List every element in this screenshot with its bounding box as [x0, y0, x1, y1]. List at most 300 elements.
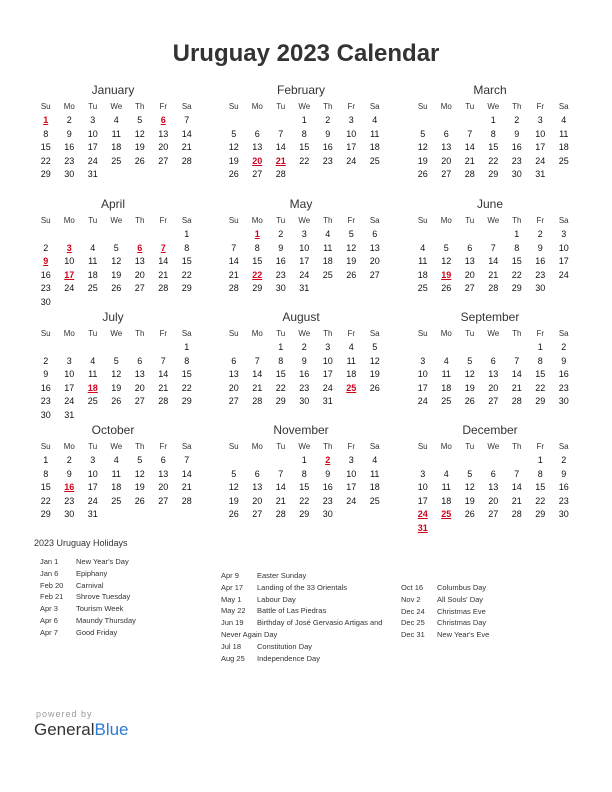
day-cell: 7 — [254, 355, 260, 366]
week-row — [411, 255, 569, 269]
weekday-label: Sa — [369, 442, 380, 451]
day-cell: 5 — [113, 242, 119, 253]
week-row — [34, 128, 192, 142]
day-cell: 24 — [417, 396, 428, 406]
holiday-name: Tourism Week — [76, 604, 124, 614]
day-cell: 21 — [488, 269, 499, 280]
day-cell: 23 — [322, 495, 333, 506]
empty-day-cell — [435, 114, 459, 128]
day-cell: 23 — [275, 269, 286, 280]
day-cell: 16 — [535, 256, 546, 266]
weekday-header — [34, 440, 192, 454]
weekday-header — [411, 100, 569, 114]
empty-day-cell — [128, 409, 152, 423]
week-row — [222, 382, 380, 396]
weekday-header — [411, 327, 569, 341]
month-july — [34, 309, 192, 422]
day-cell: 6 — [254, 128, 260, 139]
weekday-label: Sa — [369, 329, 380, 338]
day-cell: 16 — [299, 369, 310, 379]
day-cell: 24 — [64, 396, 75, 406]
holiday-name: All Souls' Day — [437, 594, 484, 604]
weekday-label: Mo — [440, 329, 452, 338]
month-november — [222, 422, 380, 522]
day-cell: 6 — [372, 229, 378, 239]
holidays-column — [401, 582, 581, 641]
day-cell: 17 — [87, 482, 98, 492]
week-row — [411, 141, 569, 155]
weekday-label: Tu — [88, 216, 98, 225]
day-cell: 15 — [40, 142, 51, 152]
week-row — [34, 508, 192, 522]
day-cell: 11 — [370, 128, 380, 139]
week-row — [34, 114, 192, 128]
day-cell: 18 — [87, 382, 98, 393]
empty-day-cell — [458, 522, 482, 536]
empty-day-cell — [411, 454, 435, 468]
month-name: August — [282, 310, 320, 324]
day-cell: 24 — [299, 269, 310, 280]
day-cell: 18 — [322, 256, 333, 266]
day-cell: 10 — [535, 128, 546, 139]
weekday-label: Tu — [465, 329, 475, 338]
weekday-label: Mo — [251, 442, 263, 451]
holiday-item — [221, 605, 391, 617]
day-cell: 23 — [40, 283, 51, 293]
empty-day-cell — [81, 228, 105, 242]
weekday-label: Th — [135, 442, 145, 451]
empty-day-cell — [340, 395, 364, 409]
weekday-label: Th — [323, 329, 333, 338]
day-cell: 1 — [43, 115, 49, 125]
day-cell: 24 — [417, 509, 428, 519]
day-cell: 11 — [559, 128, 569, 139]
holiday-item — [221, 594, 391, 606]
holiday-date: May 1 — [221, 594, 242, 604]
day-cell: 27 — [488, 396, 499, 406]
weekday-label: Fr — [536, 216, 545, 225]
day-cell: 17 — [535, 142, 546, 152]
weekday-label: Sa — [181, 442, 192, 451]
day-cell: 25 — [111, 495, 122, 506]
day-cell: 26 — [134, 155, 145, 166]
empty-day-cell — [482, 228, 506, 242]
day-cell: 19 — [111, 382, 122, 393]
week-row — [222, 468, 380, 482]
day-cell: 22 — [40, 495, 51, 506]
day-cell: 5 — [348, 229, 354, 239]
day-cell: 29 — [488, 169, 499, 179]
day-cell: 31 — [87, 169, 98, 179]
day-cell: 21 — [511, 382, 522, 393]
empty-day-cell — [363, 282, 387, 296]
day-cell: 8 — [184, 242, 190, 253]
day-cell: 18 — [441, 382, 452, 393]
day-cell: 6 — [443, 128, 449, 139]
empty-day-cell — [435, 228, 459, 242]
weekday-label: Su — [40, 442, 51, 451]
day-cell: 21 — [511, 495, 522, 506]
day-cell: 19 — [228, 155, 239, 166]
week-row — [34, 481, 192, 495]
day-cell: 10 — [322, 355, 333, 366]
day-cell: 28 — [181, 155, 192, 166]
day-cell: 4 — [325, 229, 331, 239]
empty-day-cell — [128, 508, 152, 522]
day-cell: 11 — [111, 128, 121, 139]
day-cell: 12 — [228, 142, 239, 152]
day-cell: 8 — [490, 128, 496, 139]
week-row — [222, 341, 380, 355]
holidays-column — [40, 556, 210, 639]
empty-day-cell — [152, 508, 176, 522]
day-cell: 15 — [535, 369, 546, 379]
holiday-item — [40, 556, 210, 568]
month-january — [34, 82, 192, 182]
empty-day-cell — [81, 409, 105, 423]
day-cell: 16 — [322, 482, 333, 492]
day-cell: 6 — [490, 468, 496, 479]
holiday-date: Jul 18 — [221, 641, 242, 651]
day-cell: 2 — [514, 115, 520, 125]
weekday-label: Fr — [159, 102, 168, 111]
holiday-item — [221, 570, 391, 582]
day-cell: 4 — [372, 115, 378, 125]
holiday-name: Independence Day — [257, 653, 320, 663]
day-cell: 13 — [134, 369, 145, 379]
day-cell: 27 — [252, 509, 263, 519]
day-cell: 16 — [275, 256, 286, 266]
week-row — [34, 341, 192, 355]
day-cell: 12 — [417, 142, 428, 152]
day-cell: 3 — [561, 229, 567, 239]
empty-day-cell — [175, 296, 199, 310]
holiday-date: Apr 9 — [221, 571, 239, 580]
brand-name-part2: Blue — [94, 720, 129, 739]
holiday-name: New Year's Eve — [437, 630, 490, 640]
day-cell: 20 — [158, 482, 169, 492]
holiday-name: Birthday of José Gervasio Artigas and Never Again Day — [221, 618, 383, 639]
holiday-item — [221, 582, 391, 594]
month-october — [34, 422, 192, 522]
day-cell: 18 — [558, 142, 569, 152]
day-cell: 16 — [40, 269, 51, 280]
day-cell: 9 — [278, 242, 284, 253]
week-row — [411, 368, 569, 382]
day-cell: 28 — [158, 396, 169, 406]
day-cell: 28 — [464, 169, 475, 179]
empty-day-cell — [175, 168, 199, 182]
week-row — [411, 114, 569, 128]
empty-day-cell — [175, 409, 199, 423]
day-cell: 9 — [561, 468, 567, 479]
week-row — [222, 282, 380, 296]
day-cell: 31 — [322, 396, 333, 406]
holiday-date: Aug 25 — [221, 653, 245, 663]
holiday-item — [401, 606, 581, 618]
day-cell: 26 — [134, 495, 145, 506]
weekday-label: Th — [135, 102, 145, 111]
day-cell: 18 — [87, 269, 98, 280]
week-row — [222, 269, 380, 283]
day-cell: 15 — [488, 142, 499, 152]
week-row — [34, 282, 192, 296]
weekday-label: Tu — [276, 329, 286, 338]
day-cell: 10 — [299, 242, 310, 253]
weekday-header — [411, 440, 569, 454]
day-cell: 21 — [252, 382, 263, 393]
empty-day-cell — [340, 508, 364, 522]
day-cell: 30 — [275, 283, 286, 293]
day-cell: 1 — [514, 229, 520, 239]
day-cell: 4 — [443, 355, 449, 366]
empty-day-cell — [505, 522, 529, 536]
day-cell: 11 — [111, 468, 121, 479]
day-cell: 12 — [111, 256, 122, 266]
day-cell: 25 — [369, 155, 380, 166]
day-cell: 26 — [417, 169, 428, 179]
week-row — [34, 155, 192, 169]
day-cell: 4 — [348, 342, 354, 352]
day-cell: 6 — [467, 242, 473, 253]
day-cell: 27 — [441, 169, 452, 179]
weekday-label: Mo — [251, 329, 263, 338]
week-row — [411, 168, 569, 182]
empty-day-cell — [105, 296, 129, 310]
day-cell: 30 — [558, 509, 569, 519]
holiday-name: Epiphany — [76, 568, 108, 578]
day-cell: 22 — [488, 155, 499, 166]
empty-day-cell — [505, 341, 529, 355]
day-cell: 6 — [137, 355, 143, 366]
day-cell: 1 — [490, 115, 496, 125]
week-row — [411, 382, 569, 396]
day-cell: 26 — [346, 269, 357, 280]
day-cell: 2 — [278, 229, 284, 239]
brand-logo[interactable] — [34, 720, 129, 740]
day-cell: 7 — [184, 455, 190, 465]
day-cell: 3 — [66, 242, 72, 253]
holiday-date: Feb 21 — [40, 592, 64, 602]
holiday-date: Apr 17 — [221, 582, 244, 592]
week-row — [34, 368, 192, 382]
day-cell: 5 — [137, 115, 143, 125]
day-cell: 28 — [275, 169, 286, 179]
day-cell: 9 — [325, 468, 331, 479]
day-cell: 21 — [181, 482, 192, 492]
day-cell: 5 — [113, 355, 119, 366]
day-cell: 28 — [228, 283, 239, 293]
day-cell: 18 — [111, 482, 122, 492]
weekday-header — [34, 100, 192, 114]
empty-day-cell — [529, 522, 553, 536]
day-cell: 29 — [535, 509, 546, 519]
weekday-label: Sa — [369, 216, 380, 225]
weekday-label: Th — [512, 102, 522, 111]
day-cell: 17 — [64, 269, 75, 280]
day-cell: 3 — [90, 115, 96, 125]
day-cell: 10 — [64, 369, 75, 379]
week-row — [222, 508, 380, 522]
empty-day-cell — [58, 228, 82, 242]
day-cell: 29 — [299, 509, 310, 519]
holiday-item — [401, 582, 581, 594]
day-cell: 19 — [417, 155, 428, 166]
day-cell: 2 — [537, 229, 543, 239]
month-name: January — [91, 83, 135, 97]
day-cell: 17 — [417, 382, 428, 393]
weekday-label: We — [298, 329, 311, 338]
month-name: February — [276, 83, 326, 97]
week-row — [222, 168, 380, 182]
day-cell: 29 — [275, 396, 286, 406]
empty-day-cell — [152, 168, 176, 182]
day-cell: 4 — [90, 355, 96, 366]
holiday-date: May 22 — [221, 606, 246, 616]
day-cell: 2 — [301, 342, 307, 352]
day-cell: 2 — [325, 115, 331, 125]
day-cell: 21 — [181, 142, 192, 152]
empty-day-cell — [222, 114, 246, 128]
day-cell: 26 — [111, 396, 122, 406]
day-cell: 11 — [88, 256, 98, 266]
empty-day-cell — [552, 168, 576, 182]
week-row — [34, 242, 192, 256]
day-cell: 13 — [252, 142, 263, 152]
day-cell: 3 — [348, 115, 354, 125]
day-cell: 18 — [417, 269, 428, 280]
day-cell: 8 — [537, 355, 543, 366]
day-cell: 23 — [40, 396, 51, 406]
empty-day-cell — [458, 341, 482, 355]
day-cell: 13 — [488, 369, 499, 379]
weekday-label: Su — [417, 102, 428, 111]
empty-day-cell — [269, 114, 293, 128]
day-cell: 24 — [87, 495, 98, 506]
day-cell: 5 — [231, 468, 237, 479]
day-cell: 8 — [278, 355, 284, 366]
week-row — [222, 454, 380, 468]
weekday-label: Mo — [440, 216, 452, 225]
weekday-label: Th — [323, 102, 333, 111]
day-cell: 6 — [160, 455, 166, 465]
day-cell: 10 — [417, 369, 428, 379]
week-row — [34, 382, 192, 396]
day-cell: 25 — [111, 155, 122, 166]
weekday-label: Sa — [558, 329, 569, 338]
day-cell: 26 — [111, 283, 122, 293]
weekday-label: Su — [40, 329, 51, 338]
holiday-item — [40, 615, 210, 627]
day-cell: 12 — [111, 369, 122, 379]
day-cell: 18 — [111, 142, 122, 152]
empty-day-cell — [269, 454, 293, 468]
empty-day-cell — [411, 114, 435, 128]
day-cell: 6 — [137, 242, 143, 253]
day-cell: 20 — [488, 495, 499, 506]
day-cell: 12 — [464, 369, 475, 379]
empty-day-cell — [222, 341, 246, 355]
day-cell: 25 — [441, 396, 452, 406]
empty-day-cell — [435, 454, 459, 468]
week-row — [222, 481, 380, 495]
day-cell: 17 — [64, 382, 75, 393]
day-cell: 7 — [467, 128, 473, 139]
day-cell: 25 — [87, 283, 98, 293]
day-cell: 18 — [369, 482, 380, 492]
day-cell: 9 — [66, 128, 72, 139]
day-cell: 5 — [443, 242, 449, 253]
week-row — [411, 355, 569, 369]
month-april — [34, 196, 192, 309]
day-cell: 20 — [252, 155, 263, 166]
month-march — [411, 82, 569, 182]
day-cell: 1 — [537, 342, 543, 352]
day-cell: 25 — [346, 382, 357, 393]
day-cell: 4 — [113, 115, 119, 125]
month-name: June — [476, 197, 504, 211]
day-cell: 29 — [181, 396, 192, 406]
empty-day-cell — [435, 522, 459, 536]
weekday-label: We — [110, 102, 123, 111]
weekday-label: Mo — [63, 442, 75, 451]
weekday-label: Tu — [276, 442, 286, 451]
day-cell: 13 — [464, 256, 475, 266]
day-cell: 19 — [346, 256, 357, 266]
day-cell: 7 — [514, 468, 520, 479]
week-row — [411, 522, 569, 536]
month-name: March — [473, 83, 507, 97]
day-cell: 11 — [323, 242, 333, 253]
day-cell: 24 — [346, 495, 357, 506]
day-cell: 24 — [346, 155, 357, 166]
empty-day-cell — [58, 296, 82, 310]
weekday-label: Tu — [88, 329, 98, 338]
day-cell: 2 — [66, 115, 72, 125]
empty-day-cell — [411, 341, 435, 355]
empty-day-cell — [246, 114, 270, 128]
day-cell: 27 — [464, 283, 475, 293]
day-cell: 27 — [228, 396, 239, 406]
week-row — [34, 296, 192, 310]
month-august — [222, 309, 380, 409]
day-cell: 23 — [558, 382, 569, 393]
day-cell: 19 — [134, 142, 145, 152]
day-cell: 27 — [488, 509, 499, 519]
day-cell: 23 — [64, 155, 75, 166]
day-cell: 28 — [181, 495, 192, 506]
weekday-label: Tu — [276, 216, 286, 225]
day-cell: 16 — [558, 369, 569, 379]
brand-name-part1: General — [34, 720, 95, 739]
day-cell: 25 — [369, 495, 380, 506]
day-cell: 19 — [464, 382, 475, 393]
day-cell: 23 — [558, 495, 569, 506]
weekday-label: We — [298, 102, 311, 111]
page-title: Uruguay 2023 Calendar — [172, 40, 440, 67]
day-cell: 26 — [464, 509, 475, 519]
day-cell: 22 — [299, 155, 310, 166]
week-row — [411, 155, 569, 169]
empty-day-cell — [293, 168, 317, 182]
weekday-label: Sa — [181, 216, 192, 225]
day-cell: 15 — [181, 369, 192, 379]
empty-day-cell — [222, 228, 246, 242]
day-cell: 31 — [299, 283, 310, 293]
day-cell: 3 — [537, 115, 543, 125]
day-cell: 24 — [322, 382, 333, 393]
weekday-label: Sa — [558, 216, 569, 225]
